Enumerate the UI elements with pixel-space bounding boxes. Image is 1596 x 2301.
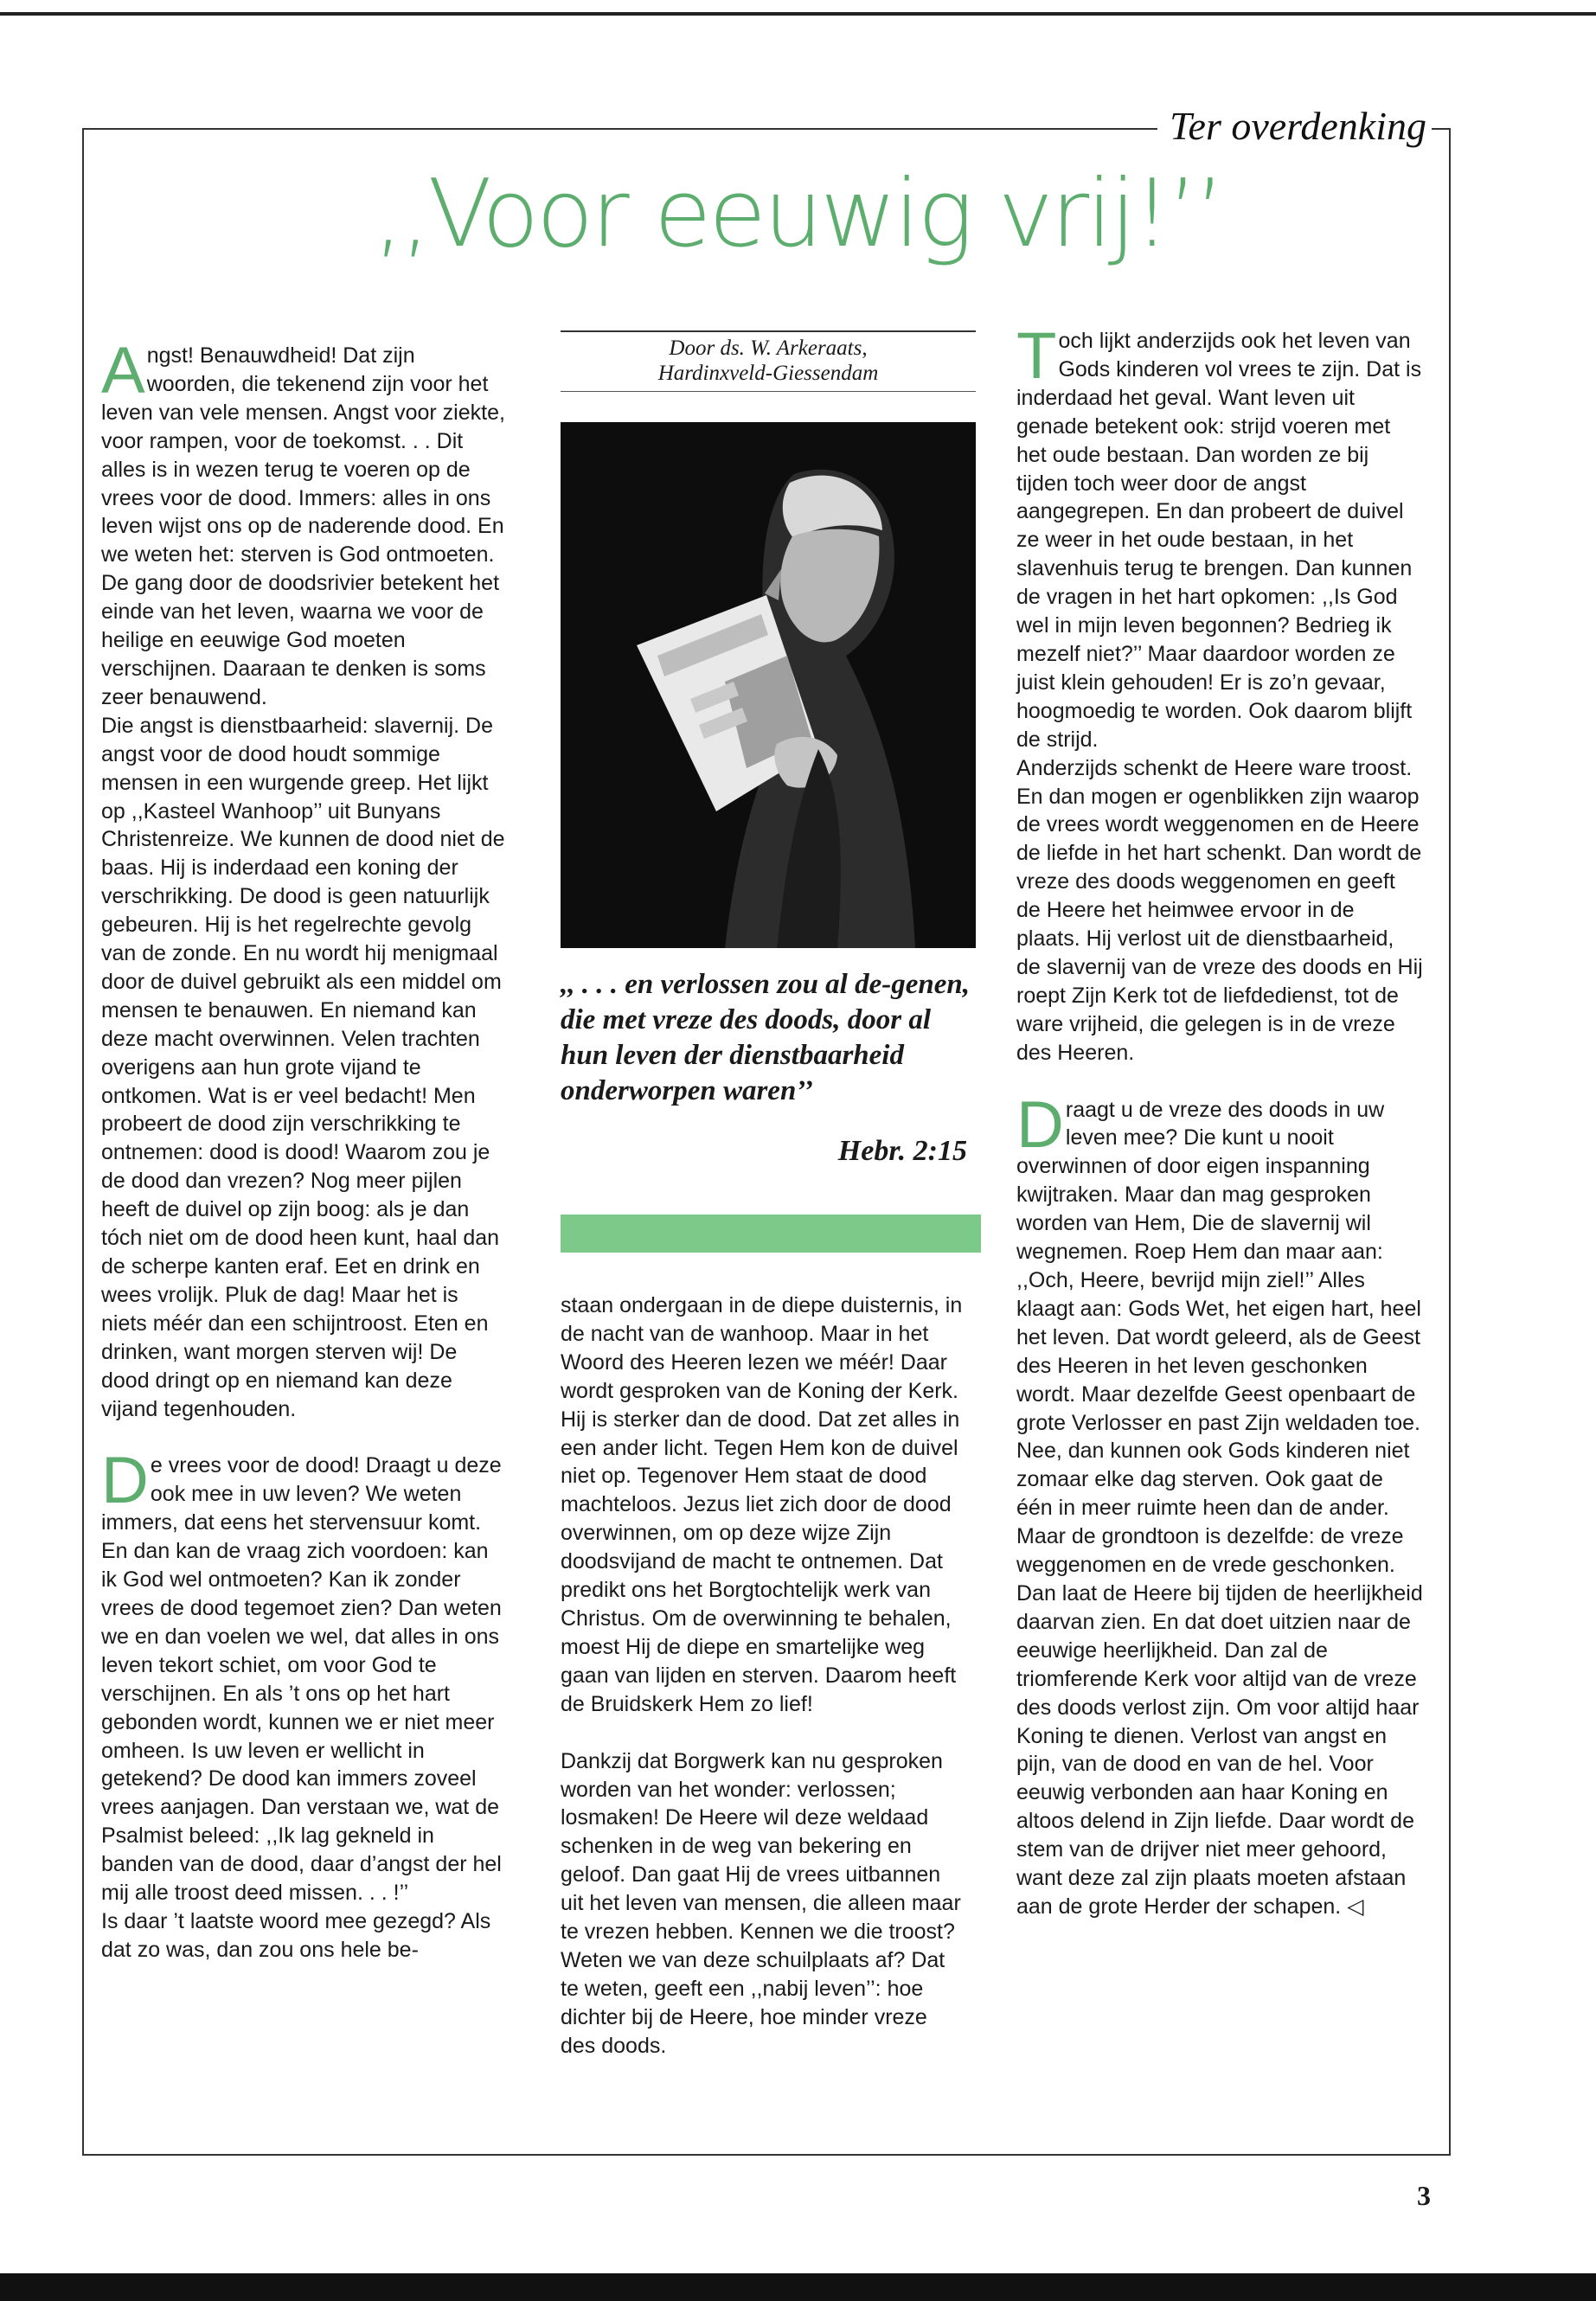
paragraph — [1016, 319, 1423, 754]
paragraph-text: Maar de grondtoon is dezelfde: de vreze weggenomen en de vrede geschonken. Dan laat de Heere bij tijden de heerlijkheid daarvan zien. En dat doet uitzien naar de eeuwige heerlijkheid. Dan zal de triomferende Kerk voor altijd van de vreze des doods verlost zijn. Om voor altijd haar Koning te dienen. Verlost van angst en pijn, van de dood en van de hel. Voor eeuwig verbonden aan haar Koning en altoos delend in Zijn liefde. Daar wordt de stem van de drijver niet meer gehoord, want deze zal zijn plaats moeten afstaan aan de grote Herder der schapen. — [1016, 1524, 1423, 1919]
paragraph-text: e vrees voor de dood! Draagt u deze ook mee in uw leven? We weten immers, dat eens het stervensuur komt. En dan kan de vraag zich voordoen: kan ik God wel ontmoeten? Kan ik zonder vrees de dood tegemoet zien? Dan weten we en dan voelen we wel, dat alles in ons leven tekort schiet, om voor God te verschijnen. En als ’t ons op het hart gebonden wordt, kunnen we er niet meer omheen. Is uw leven er wellicht in getekend? De dood kan immers zoveel vrees aanjagen. Dan verstaan we, wat de Psalmist beleed: ,,Ik lag gekneld in banden van de dood, daar d’angst der hel mij alle troost deed missen. . . !’’ — [101, 1453, 502, 1906]
byline-author: Door ds. W. Arkeraats, — [669, 336, 868, 360]
end-mark-icon: ◁ — [1347, 1894, 1364, 1919]
column-1 — [101, 334, 508, 1965]
paragraph-text: raagt u de vreze des doods in uw leven mee? Die kunt u nooit overwinnen of door eigen inspanning kwijtraken. Maar dan mag gesproken worden van Hem, Die de slavernij wil wegnemen. Roep Hem dan maar aan: ,,Och, Heere, bevrijd mijn ziel!’’ Alles klaagt aan: Gods Wet, het eigen hart, heel het leven. Dat wordt geleerd, als de Geest des Heeren in het leven geschonken wordt. Maar dezelfde Geest openbaart de grote Verlosser en past Zijn weldaden toe. — [1016, 1097, 1421, 1435]
byline — [561, 330, 976, 392]
drop-cap: D — [101, 1444, 149, 1518]
paragraph — [1016, 1087, 1423, 1438]
pull-quote: ,, . . . en verlossen zou al de-genen, die met vreze des doods, door al hun leven der dienstbaarheid onderworpen waren’’ — [561, 969, 970, 1106]
paragraph-text: ngst! Benauwdheid! Dat zijn woorden, die tekenend zijn voor het leven van vele mensen. Angst voor ziekte, voor rampen, voor de toekomst. . . Dit alles is in wezen terug te voeren op de vrees voor de dood. Immers: alles in ons leven wijst ons op de naderende dood. En we weten het: sterven is God ontmoeten. De gang door de doodsrivier betekent het einde van het leven, waarna we voor de heilige en eeuwige God moeten verschijnen. Daaraan te denken is soms zeer benauwend. — [101, 343, 505, 709]
paragraph: Die angst is dienstbaarheid: slavernij. De angst voor de dood houdt sommige mensen in een wurgende greep. Het lijkt op ,,Kasteel Wanhoop’’ uit Bunyans Christenreize. We kunnen de dood niet de baas. Hij is inderdaad een koning der verschrikking. De dood is geen natuurlijk gebeuren. Hij is het regelrechte gevolg van de zonde. En nu wordt hij menigmaal door de duivel gebruikt als een middel om mensen te benauwen. En niemand kan deze macht overwinnen. Velen trachten overigens aan hun grote vijand te ontkomen. Wat is er veel bedacht! Men probeert de dood zijn verschrikking te ontnemen: dood is dood! Waarom zou je de dood dan vrezen? Nog meer pijlen heeft de duivel op zijn boog: als je dan tóch niet om de dood heen kunt, haal dan de scherpe kanten eraf. Eet en drink en wees vrolijk. Pluk de dag! Maar het is niets méér dan een schijntroost. Eten en drinken, want morgen sterven wij! De dood dringt op en niemand kan deze vijand tegenhouden. — [101, 713, 505, 1421]
page-number: 3 — [1417, 2180, 1431, 2211]
illustration-reading-woman-graphic — [561, 422, 976, 948]
drop-cap: D — [1016, 1087, 1064, 1162]
paragraph: Anderzijds schenkt de Heere ware troost. En dan mogen er ogenblikken zijn waarop de vrees wordt weggenomen en de Heere de liefde in het hart schenkt. Dan wordt de vreze des doods weggenomen en geeft de Heere het heimwee ervoor in de plaats. Hij verlost uit de dienstbaarheid, de slavernij van de vreze des doods en Hij roept Zijn Kerk tot de liefdedienst, tot de ware vrijheid, die gelegen is in de vreze des Heeren. — [1016, 755, 1423, 1065]
drop-cap: A — [101, 334, 145, 407]
column-3 — [1016, 319, 1423, 1921]
column-2 — [561, 1292, 967, 2061]
paragraph: Dankzij dat Borgwerk kan nu gesproken worden van het wonder: verlossen; losmaken! De Heere wil deze weldaad schenken in de weg van bekering en geloof. Dan gaat Hij de vrees uitbannen uit het leven van mensen, die alleen maar te vrezen hebben. Kennen we die troost? Weten we van deze schuilplaats af? Dat te weten, geeft een ,,nabij leven’’: hoe dichter bij de Heere, hoe minder vreze des doods. — [561, 1748, 961, 2058]
paragraph: Nee, dan kunnen ook Gods kinderen niet zomaar elke dag sterven. Ook gaat de één in meer ruimte heen dan de ander. — [1016, 1439, 1410, 1521]
section-label: Ter overdenking — [1157, 102, 1432, 151]
top-rule — [0, 12, 1596, 16]
paragraph — [101, 1444, 508, 1907]
drop-cap: T — [1016, 319, 1057, 393]
headline: ,,Voor eeuwig vrij!’’ — [373, 160, 1223, 268]
pull-quote-reference: Hebr. 2:15 — [837, 1135, 967, 1167]
paragraph — [101, 334, 508, 712]
paragraph-text: och lijkt anderzijds ook het leven van Gods kinderen vol vrees te zijn. Dat is inderdaad het geval. Want leven uit genade betekent ook: strijd voeren met het oude bestaan. Dan worden ze bij tijden toch weer door de angst aangegrepen. En dan probeert de duivel ze weer in het oude bestaan, in het slavenhuis terug te brengen. Dan kunnen de vragen in het hart opkomen: ,,Is God wel in mijn leven begonnen? Bedrieg ik mezelf niet?’’ Maar daardoor worden ze juist klein gehouden! Er is zo’n gevaar, hoogmoedig te worden. Ook daarom blijft de strijd. — [1016, 329, 1422, 752]
paragraph — [1016, 1522, 1423, 1921]
bottom-rule — [0, 2273, 1596, 2301]
paragraph: Is daar ’t laatste woord mee gezegd? Als dat zo was, dan zou ons hele be- — [101, 1908, 491, 1962]
byline-place: Hardinxveld-Giessendam — [657, 362, 879, 385]
illustration-reading-woman — [561, 422, 976, 948]
green-divider-bar — [561, 1215, 981, 1253]
paragraph: staan ondergaan in de diepe duisternis, in de nacht van de wanhoop. Maar in het Woord des Heeren lezen we méér! Daar wordt gesproken van de Koning der Kerk. Hij is sterker dan de dood. Dat zet alles in een ander licht. Tegen Hem kon de duivel niet op. Tegenover Hem staat de dood machteloos. Jezus liet zich door de dood overwinnen, om op deze wijze Zijn doodsvijand de macht te ontnemen. Dat predikt ons het Borgtochtelijk werk van Christus. Om de overwinning te behalen, moest Hij de diepe en smartelijke weg gaan van lijden en sterven. Daarom heeft de Bruidskerk Hem zo lief! — [561, 1293, 963, 1716]
